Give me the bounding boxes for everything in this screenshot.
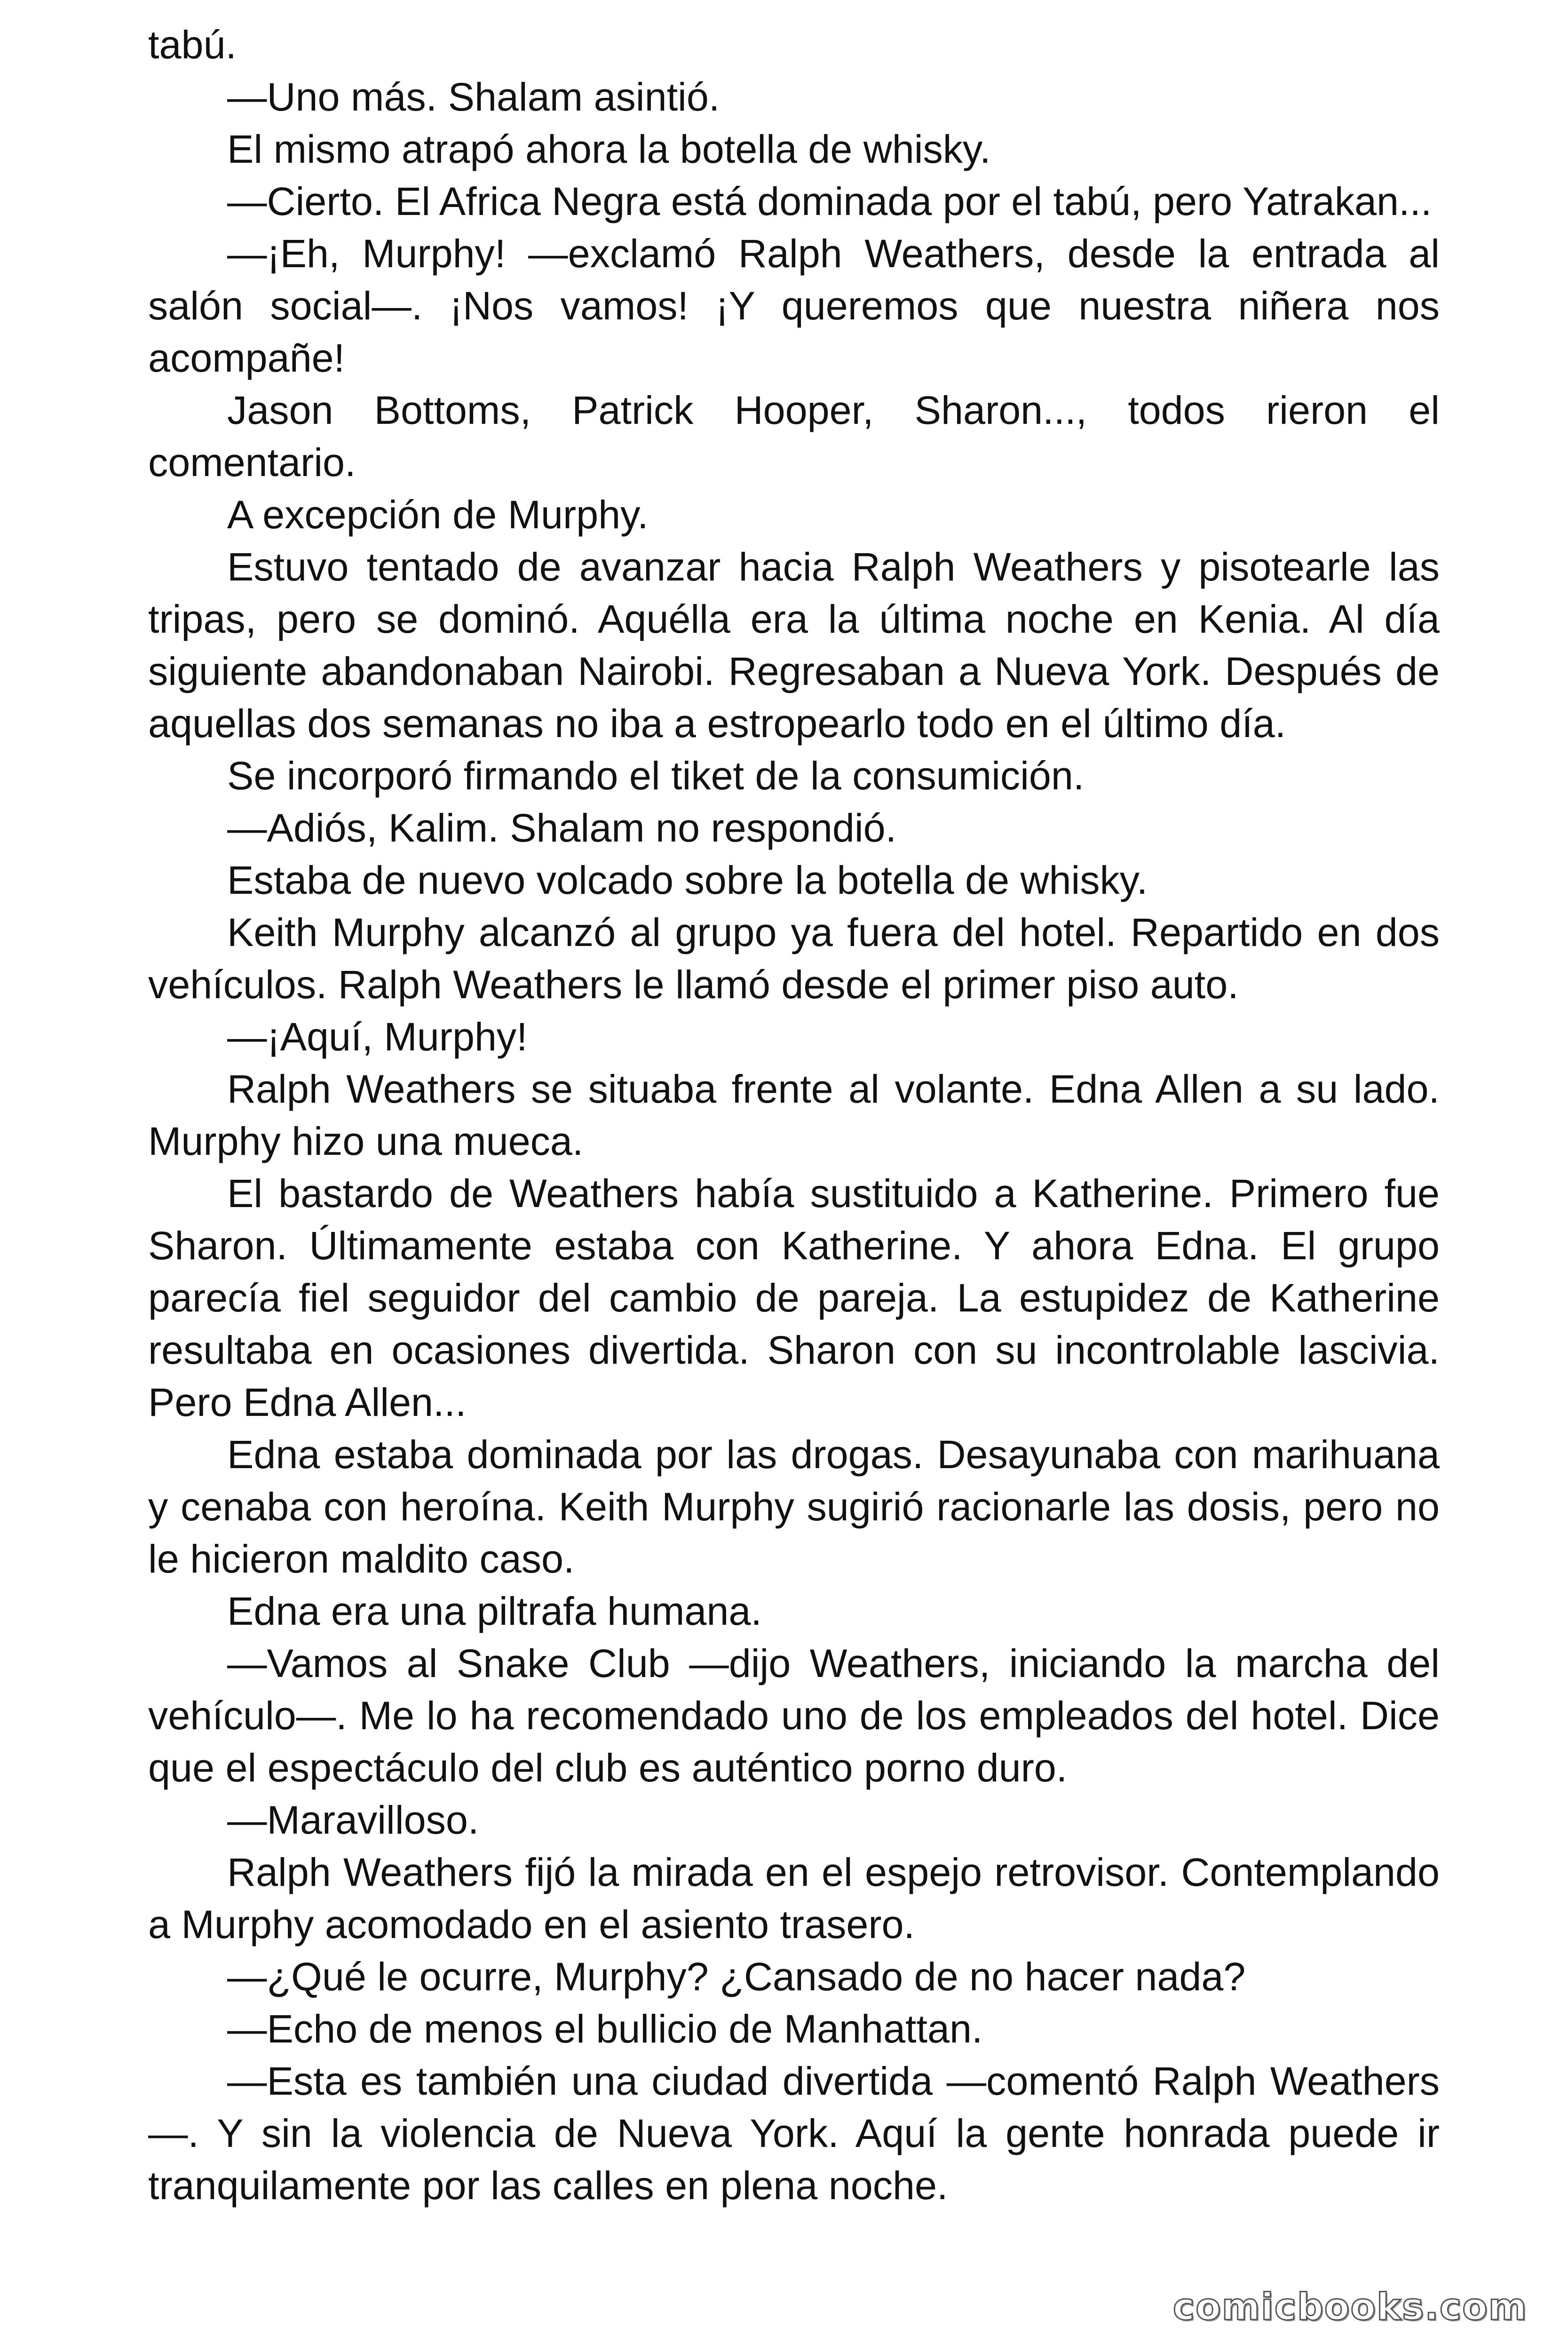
paragraph: —Cierto. El Africa Negra está dominada por el tabú, pero Yatrakan... (227, 179, 1432, 223)
paragraph: —¿Qué le ocurre, Murphy? ¿Cansado de no hacer nada? (227, 1955, 1246, 1999)
paragraph: Estaba de nuevo volcado sobre la botella de whisky. (227, 858, 1148, 902)
paragraph: —Maravilloso. (227, 1798, 479, 1842)
paragraph: El bastardo de Weathers había sustituido a Katherine. Primero fue Sharon. Últimamente estaba con Katherine. Y ahora Edna. El grupo parecía fiel seguidor del cambio de pareja. La estupidez de Katherine resultaba en ocasiones divertida. Sharon con su incontrolable lascivia. Pero Edna Allen... (148, 1171, 1440, 1424)
paragraph: Jason Bottoms, Patrick Hooper, Sharon..., todos rieron el comentario. (148, 388, 1440, 485)
paragraph: A excepción de Murphy. (227, 493, 649, 537)
paragraph: Estuvo tentado de avanzar hacia Ralph Weathers y pisotearle las tripas, pero se dominó. Aquélla era la última noche en Kenia. Al día siguiente abandonaban Nairobi. Regresaban a Nueva York. Después de aquellas dos semanas no iba a estropearlo todo en el último día. (148, 545, 1440, 746)
book-page-text (148, 19, 1440, 2212)
paragraph: Se incorporó firmando el tiket de la consumición. (227, 754, 1085, 798)
site-watermark: comicbooks.com (1172, 2286, 1528, 2328)
paragraph: Ralph Weathers se situaba frente al volante. Edna Allen a su lado. Murphy hizo una mueca. (148, 1067, 1440, 1163)
paragraph-continuation: tabú. (148, 23, 237, 67)
paragraph: Keith Murphy alcanzó al grupo ya fuera del hotel. Repartido en dos vehículos. Ralph Weathers le llamó desde el primer piso auto. (148, 910, 1440, 1007)
paragraph: Edna estaba dominada por las drogas. Desayunaba con marihuana y cenaba con heroína. Keith Murphy sugirió racionarle las dosis, pero no le hicieron maldito caso. (148, 1432, 1440, 1581)
paragraph: —Uno más. Shalam asintió. (227, 75, 720, 119)
paragraph: —¡Eh, Murphy! —exclamó Ralph Weathers, desde la entrada al salón social—. ¡Nos vamos! ¡Y queremos que nuestra niñera nos acompañe! (148, 231, 1440, 380)
paragraph: El mismo atrapó ahora la botella de whisky. (227, 127, 991, 171)
paragraph: Ralph Weathers fijó la mirada en el espejo retrovisor. Contemplando a Murphy acomodado en el asiento trasero. (148, 1850, 1440, 1947)
paragraph: Edna era una piltrafa humana. (227, 1589, 762, 1633)
paragraph: —Echo de menos el bullicio de Manhattan. (227, 2007, 983, 2051)
paragraph: —Vamos al Snake Club —dijo Weathers, iniciando la marcha del vehículo—. Me lo ha recomendado uno de los empleados del hotel. Dice que el espectáculo del club es auténtico porno duro. (148, 1641, 1440, 1790)
paragraph: —Adiós, Kalim. Shalam no respondió. (227, 806, 897, 850)
paragraph: —Esta es también una ciudad divertida —comentó Ralph Weathers—. Y sin la violencia de Nueva York. Aquí la gente honrada puede ir tranquilamente por las calles en plena noche. (148, 2059, 1440, 2208)
paragraph: —¡Aquí, Murphy! (227, 1015, 528, 1059)
